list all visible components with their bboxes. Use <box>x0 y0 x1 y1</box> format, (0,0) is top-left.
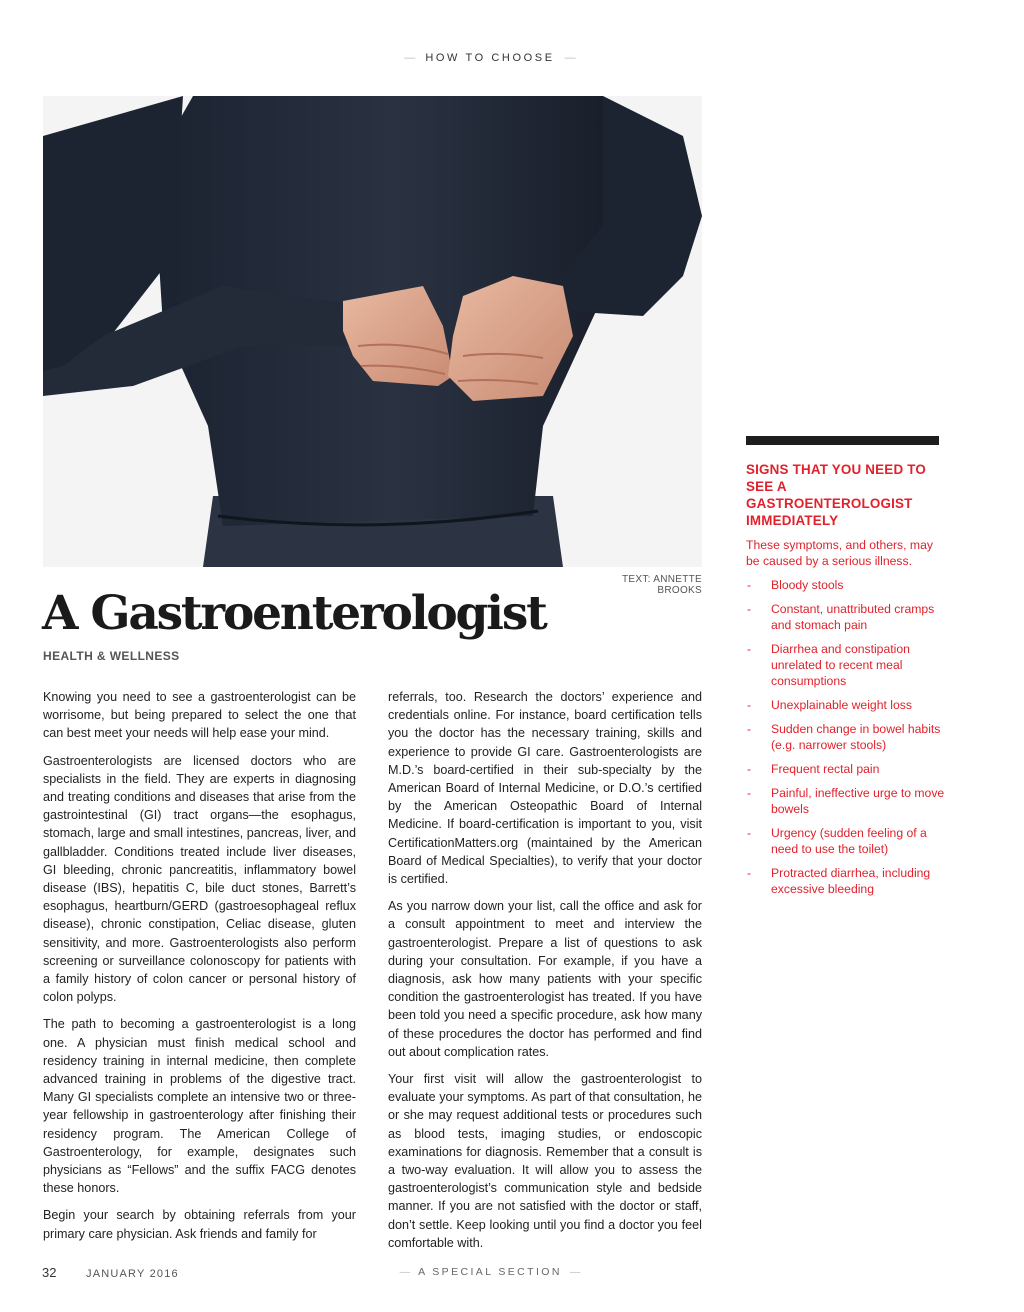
header-dash-left: — <box>404 52 416 64</box>
list-item <box>746 825 946 857</box>
list-item-text: Diarrhea and constipation unrelated to recent meal consumptions <box>771 642 910 688</box>
paragraph: As you narrow down your list, call the office and ask for a consult appointment to meet and interview the gastroenterologist. Prepare a list of questions to ask during your consultation. For example, if you have a diagnosis, ask how many patients with your specific condition the gastroenterologist has treated. If you have been told you need a specific procedure, ask how many of these procedures the doctor has performed and find out about complication rates. <box>388 899 702 1059</box>
paragraph: Gastroenterologists are licensed doctors who are specialists in the field. They are experts in diagnosing and treating conditions and diseases that arise from the gastrointestinal (GI) tract organs—the esophagus, stomach, large and small intestines, pancreas, liver, and gallbladder. Conditions treated include liver diseases, GI bleeding, chronic pancreatitis, inflammatory bowel disease (IBS), hepatitis C, bile duct stones, Barrett’s esophagus, heartburn/GERD (gastroesophageal reflux disease), chronic constipation, Celiac disease, gluten sensitivity, and more. Gastroenterologists also perform screening or surveillance colonoscopy for patients with a family history of colon cancer or personal history of colon polyps. <box>43 753 356 1005</box>
footer-dash-right: — <box>569 1266 581 1278</box>
list-bullet: - <box>747 698 752 712</box>
photo-illustration <box>43 96 702 567</box>
list-item <box>746 785 946 817</box>
list-bullet: - <box>747 866 752 880</box>
list-bullet: - <box>747 722 752 736</box>
list-bullet: - <box>747 762 752 776</box>
list-item-text: Unexplainable weight loss <box>771 698 912 712</box>
footer-section <box>380 1266 600 1278</box>
paragraph: Knowing you need to see a gastroenterologist can be worrisome, but being prepared to select the one that can best meet your needs will help ease your mind. <box>43 690 356 741</box>
list-bullet: - <box>747 642 752 656</box>
symptom-list <box>746 577 946 905</box>
list-item <box>746 865 946 897</box>
article-column-1 <box>43 688 356 1252</box>
article-column-2 <box>388 688 702 1261</box>
sidebar-intro: These symptoms, and others, may be caused by a serious illness. <box>746 538 933 568</box>
list-item-text: Frequent rectal pain <box>771 762 880 776</box>
sidebar-rule <box>746 436 939 445</box>
list-bullet: - <box>747 826 752 840</box>
sidebar-title: SIGNS THAT YOU NEED TO SEE A GASTROENTEROLOGIST IMMEDIATELY <box>746 462 926 528</box>
article-byline: TEXT: ANNETTE BROOKS <box>621 574 702 596</box>
list-item <box>746 601 946 633</box>
paragraph: Begin your search by obtaining referrals from your primary care physician. Ask friends and family for <box>43 1208 356 1241</box>
list-item-text: Constant, unattributed cramps and stomach pain <box>771 602 935 632</box>
article-category: HEALTH & WELLNESS <box>43 649 180 663</box>
list-item <box>746 761 946 777</box>
article-photo <box>43 96 702 567</box>
footer-dash-left: — <box>399 1266 411 1278</box>
issue-date: JANUARY 2016 <box>86 1268 179 1280</box>
page-number: 32 <box>42 1265 57 1280</box>
paragraph: Your first visit will allow the gastroenterologist to evaluate your symptoms. As part of that consultation, he or she may request additional tests or procedures such as blood tests, imaging studies, or endoscopic examinations for diagnosis. Remember that a consult is a two-way evaluation. It will allow you to assess the gastroenterologist’s communication style and bedside manner. If you are not satisfied with the doctor or staff, don’t settle. Keep looking until you find a doctor you feel comfortable with. <box>388 1072 702 1250</box>
list-item-text: Bloody stools <box>771 578 844 592</box>
list-bullet: - <box>747 602 752 616</box>
list-item-text: Painful, ineffective urge to move bowels <box>771 786 945 816</box>
section-header <box>0 52 980 64</box>
list-item <box>746 577 946 593</box>
footer-section-label: A SPECIAL SECTION <box>418 1266 562 1278</box>
section-label: HOW TO CHOOSE <box>425 52 555 64</box>
list-item-text: Protracted diarrhea, including excessive bleeding <box>771 866 931 896</box>
paragraph: The path to becoming a gastroenterologist is a long one. A physician must finish medical school and residency training in internal medicine, then complete advanced training in problems of the digestive tract. Many GI specialists complete an intensive two or three-year fellowship in gastroenterology after finishing their residency program. The American College of Gastroenterology, for example, designates such physicians as “Fellows” and the suffix FACG denotes these honors. <box>43 1017 356 1196</box>
list-item <box>746 641 946 689</box>
list-bullet: - <box>747 578 752 592</box>
list-item-text: Urgency (sudden feeling of a need to use the toilet) <box>771 826 927 856</box>
list-item-text: Sudden change in bowel habits (e.g. narrower stools) <box>771 722 941 752</box>
header-dash-right: — <box>564 52 576 64</box>
paragraph: referrals, too. Research the doctors’ experience and credentials online. For instance, board certification tells you the doctor has the necessary training, skills and experience to provide GI care. Gastroenterologists are M.D.’s board-certified in their sub-specialty by the American Board of Internal Medicine, or D.O.’s certified by the American Osteopathic Board of Internal Medicine. If board-certification is important to you, visit CertificationMatters.org (maintained by the American Board of Medical Specialties), to verify that your doctor is certified. <box>388 690 702 887</box>
list-item <box>746 721 946 753</box>
list-item <box>746 697 946 713</box>
article-title: A Gastroenterologist <box>42 586 546 641</box>
list-bullet: - <box>747 786 752 800</box>
